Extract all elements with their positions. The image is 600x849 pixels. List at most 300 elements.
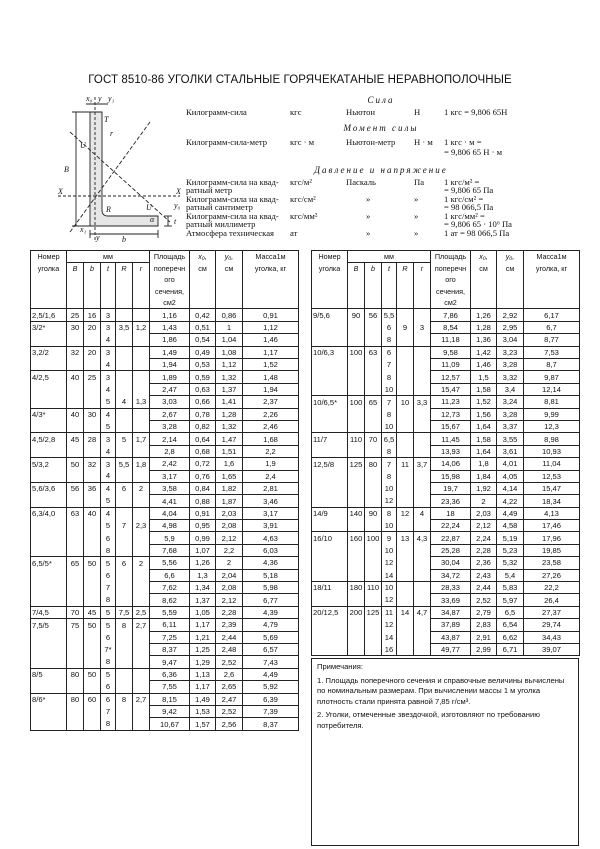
table-cell bbox=[414, 495, 431, 507]
table-cell bbox=[31, 569, 67, 581]
table-cell: 5,5 bbox=[382, 309, 397, 321]
table-cell: 3,3 bbox=[414, 396, 431, 408]
table-cell bbox=[365, 520, 382, 532]
table-cell: 5 bbox=[101, 557, 116, 569]
table-cell: 0,72 bbox=[190, 458, 216, 470]
table-cell: 3,61 bbox=[497, 445, 524, 457]
table-cell bbox=[84, 718, 101, 730]
table-row bbox=[31, 445, 299, 457]
table-cell: 7,43 bbox=[243, 656, 299, 668]
table-row bbox=[312, 359, 580, 371]
table-row bbox=[312, 619, 580, 631]
table-cell: 4,58 bbox=[497, 520, 524, 532]
table-row bbox=[312, 420, 580, 432]
table-cell: 1,3 bbox=[190, 569, 216, 581]
table-cell: 22,2 bbox=[524, 582, 580, 594]
table-cell: 5,69 bbox=[243, 631, 299, 643]
table-cell: 2,12 bbox=[216, 532, 243, 544]
table-cell: 5,32 bbox=[497, 557, 524, 569]
table-cell: 1,07 bbox=[190, 544, 216, 556]
table-cell: 2,92 bbox=[497, 309, 524, 321]
table-cell: 4,04 bbox=[150, 507, 190, 519]
table-cell: 5,4 bbox=[497, 569, 524, 581]
table-cell: 2,03 bbox=[471, 507, 497, 519]
table-cell: 3,03 bbox=[150, 396, 190, 408]
table-row bbox=[312, 408, 580, 420]
table-cell: 1,16 bbox=[150, 309, 190, 321]
table-cell: 4,41 bbox=[150, 495, 190, 507]
table-row bbox=[312, 433, 580, 445]
table-cell bbox=[397, 557, 414, 569]
page-title: ГОСТ 8510-86 УГОЛКИ СТАЛЬНЫЕ ГОРЯЧЕКАТАНЫЕ НЕРАВНОПОЛОЧНЫЕ bbox=[88, 74, 512, 86]
table-cell: 2,14 bbox=[150, 433, 190, 445]
table-cell: 8 bbox=[101, 594, 116, 606]
table-cell: 34,87 bbox=[431, 606, 471, 618]
table-cell: 22,87 bbox=[431, 532, 471, 544]
table-cell bbox=[116, 532, 133, 544]
table-cell bbox=[133, 495, 150, 507]
table-cell: 1,26 bbox=[190, 557, 216, 569]
table-cell bbox=[348, 520, 365, 532]
table-cell: 9,47 bbox=[150, 656, 190, 668]
table-cell bbox=[31, 656, 67, 668]
table-cell bbox=[31, 718, 67, 730]
table-cell bbox=[116, 644, 133, 656]
table-cell: 4 bbox=[101, 482, 116, 494]
table-cell bbox=[397, 383, 414, 395]
table-cell: 40 bbox=[67, 371, 84, 383]
table-cell: 8,7 bbox=[524, 359, 580, 371]
table-cell bbox=[365, 321, 382, 333]
table-cell: 14 bbox=[382, 631, 397, 643]
table-cell bbox=[414, 309, 431, 321]
table-cell bbox=[414, 334, 431, 346]
table-cell bbox=[133, 408, 150, 420]
table-cell bbox=[84, 383, 101, 395]
table-row bbox=[312, 520, 580, 532]
table-cell: 8 bbox=[101, 718, 116, 730]
table-cell bbox=[31, 631, 67, 643]
table-cell: 2,08 bbox=[216, 582, 243, 594]
table-cell: 4 bbox=[101, 445, 116, 457]
table-cell: 12 bbox=[382, 495, 397, 507]
table-cell: 45 bbox=[84, 606, 101, 618]
table-cell: 1,48 bbox=[243, 371, 299, 383]
table-cell bbox=[67, 383, 84, 395]
table-cell: 180 bbox=[348, 582, 365, 594]
table-cell: 2,2 bbox=[243, 445, 299, 457]
table-cell: 100 bbox=[365, 532, 382, 544]
table-cell bbox=[312, 470, 348, 482]
table-cell: 1,12 bbox=[216, 359, 243, 371]
table-row bbox=[31, 606, 299, 618]
table-row bbox=[312, 532, 580, 544]
table-row bbox=[312, 334, 580, 346]
table-cell bbox=[84, 495, 101, 507]
table-cell bbox=[397, 359, 414, 371]
table-cell bbox=[348, 631, 365, 643]
table-cell: 1,64 bbox=[471, 445, 497, 457]
table-cell: 3,37 bbox=[497, 420, 524, 432]
table-cell: 0,86 bbox=[216, 309, 243, 321]
table-cell: 6 bbox=[382, 321, 397, 333]
diagram-label-R: R bbox=[106, 205, 111, 214]
table-cell bbox=[397, 594, 414, 606]
table-cell: 1,42 bbox=[471, 346, 497, 358]
table-cell bbox=[116, 594, 133, 606]
table-cell: 3,4 bbox=[497, 383, 524, 395]
table-cell bbox=[397, 470, 414, 482]
table-cell: 1,47 bbox=[216, 433, 243, 445]
table-cell: 0,53 bbox=[190, 359, 216, 371]
table-cell: 5,5 bbox=[116, 458, 133, 470]
table-cell: 20 bbox=[84, 346, 101, 358]
table-cell: 3 bbox=[101, 346, 116, 358]
table-cell: 49,77 bbox=[431, 644, 471, 656]
table-cell bbox=[133, 582, 150, 594]
table-cell bbox=[116, 383, 133, 395]
table-cell: 12,3 bbox=[524, 420, 580, 432]
table-cell: 0,88 bbox=[190, 495, 216, 507]
table-cell bbox=[397, 482, 414, 494]
table-cell: 8,54 bbox=[431, 321, 471, 333]
table-cell: 23,36 bbox=[431, 495, 471, 507]
table-cell bbox=[348, 594, 365, 606]
table-cell bbox=[133, 544, 150, 556]
table-cell: 3,28 bbox=[497, 359, 524, 371]
table-cell: 1,37 bbox=[190, 594, 216, 606]
table-cell bbox=[133, 470, 150, 482]
table-row bbox=[31, 309, 299, 321]
table-cell: 5,83 bbox=[497, 582, 524, 594]
table-cell: 36 bbox=[84, 482, 101, 494]
diagram-label-u: U bbox=[80, 141, 86, 150]
table-cell bbox=[67, 470, 84, 482]
table-cell: 3 bbox=[101, 458, 116, 470]
table-cell bbox=[116, 507, 133, 519]
table-cell: 0,59 bbox=[190, 371, 216, 383]
table-cell: 6 bbox=[116, 482, 133, 494]
table-cell bbox=[116, 371, 133, 383]
table-row bbox=[31, 582, 299, 594]
table-row bbox=[312, 644, 580, 656]
table-cell bbox=[348, 371, 365, 383]
table-cell: 4 bbox=[116, 396, 133, 408]
table-row bbox=[31, 334, 299, 346]
table-cell bbox=[133, 569, 150, 581]
table-cell bbox=[84, 359, 101, 371]
table-cell: 10 bbox=[382, 582, 397, 594]
pressure-row-1: Килограмм-сила на квад- кгс/м² Паскаль Па 1 кгс/м² = bbox=[186, 177, 480, 187]
table-cell: 7 bbox=[382, 458, 397, 470]
diagram-label-b: b bbox=[122, 235, 126, 242]
table-cell: 8 bbox=[116, 693, 133, 705]
table-cell: 3,17 bbox=[150, 470, 190, 482]
table-cell: 5 bbox=[116, 433, 133, 445]
diagram-label-y-bottom: y bbox=[96, 233, 100, 242]
table-cell: 11 bbox=[382, 606, 397, 618]
table-cell: 8 bbox=[101, 544, 116, 556]
table-cell: 2,44 bbox=[471, 582, 497, 594]
table-cell: 8 bbox=[382, 470, 397, 482]
table-cell: 28 bbox=[84, 433, 101, 445]
table-cell bbox=[84, 445, 101, 457]
table-cell bbox=[84, 470, 101, 482]
table-cell: 11,04 bbox=[524, 458, 580, 470]
table-cell: 4 bbox=[101, 408, 116, 420]
table-cell: 5 bbox=[101, 520, 116, 532]
table-cell: 39,07 bbox=[524, 644, 580, 656]
table-cell: 3 bbox=[101, 371, 116, 383]
table-cell: 9 bbox=[382, 532, 397, 544]
table-row bbox=[31, 532, 299, 544]
table-cell bbox=[31, 544, 67, 556]
table-cell: 12 bbox=[382, 594, 397, 606]
table-cell: 1,94 bbox=[243, 383, 299, 395]
left-table-header: Номер мм Площадь x₀, y₀, Масса1м уголка B b t R r поперечн см см уголка, кг ого сечения, см2 bbox=[31, 251, 299, 309]
table-cell bbox=[365, 644, 382, 656]
table-cell: 12,57 bbox=[431, 371, 471, 383]
table-cell: 6,5 bbox=[382, 433, 397, 445]
table-cell bbox=[365, 359, 382, 371]
table-row bbox=[31, 544, 299, 556]
table-cell bbox=[414, 408, 431, 420]
table-cell: 7 bbox=[101, 705, 116, 717]
pressure-row-4: Атмосфера техническая ат » » 1 ат = 98 066,5 Па bbox=[186, 228, 510, 238]
table-cell: 4 bbox=[414, 507, 431, 519]
table-cell: 2,36 bbox=[471, 557, 497, 569]
table-cell: 27,26 bbox=[524, 569, 580, 581]
table-cell: 0,91 bbox=[243, 309, 299, 321]
table-cell: 8 bbox=[101, 656, 116, 668]
table-row bbox=[31, 495, 299, 507]
table-cell: 0,64 bbox=[190, 433, 216, 445]
table-cell: 3 bbox=[414, 321, 431, 333]
table-cell bbox=[116, 470, 133, 482]
table-cell: 5,98 bbox=[243, 582, 299, 594]
table-cell: 25 bbox=[84, 371, 101, 383]
table-cell bbox=[133, 681, 150, 693]
table-cell bbox=[348, 408, 365, 420]
table-cell: 3,24 bbox=[497, 396, 524, 408]
table-cell bbox=[397, 433, 414, 445]
table-cell bbox=[133, 668, 150, 680]
table-cell: 6 bbox=[382, 346, 397, 358]
table-row bbox=[31, 383, 299, 395]
force-row: Килограмм-сила кгс Ньютон Н 1 кгс = 9,806 65Н bbox=[186, 107, 508, 117]
table-cell: 10 bbox=[397, 396, 414, 408]
table-cell bbox=[67, 445, 84, 457]
diagram-label-r: r bbox=[110, 129, 114, 138]
table-cell: 4,14 bbox=[497, 482, 524, 494]
table-cell bbox=[31, 445, 67, 457]
table-cell: 1,94 bbox=[150, 359, 190, 371]
table-cell: 0,68 bbox=[190, 445, 216, 457]
table-cell: 8/5 bbox=[31, 668, 67, 680]
table-cell bbox=[365, 371, 382, 383]
table-cell bbox=[365, 495, 382, 507]
table-cell: 2,28 bbox=[471, 544, 497, 556]
table-cell: 1,04 bbox=[216, 334, 243, 346]
table-cell: 4,39 bbox=[243, 606, 299, 618]
table-cell bbox=[133, 334, 150, 346]
table-cell: 3 bbox=[101, 309, 116, 321]
table-cell: 80 bbox=[67, 668, 84, 680]
table-cell bbox=[348, 420, 365, 432]
table-cell bbox=[312, 520, 348, 532]
table-cell bbox=[414, 346, 431, 358]
table-row bbox=[312, 396, 580, 408]
table-cell bbox=[116, 582, 133, 594]
table-cell: 2,8 bbox=[150, 445, 190, 457]
pressure-row-2: Килограмм-сила на квад- кгс/см² » » 1 кгс/см² = bbox=[186, 194, 484, 204]
table-row bbox=[31, 656, 299, 668]
table-cell bbox=[116, 705, 133, 717]
table-cell: 5,6/3,6 bbox=[31, 482, 67, 494]
table-cell: 12,53 bbox=[524, 470, 580, 482]
table-cell: 1,17 bbox=[243, 346, 299, 358]
table-cell: 1,7 bbox=[133, 433, 150, 445]
table-cell bbox=[84, 681, 101, 693]
table-cell: 1,17 bbox=[190, 681, 216, 693]
table-cell: 6,57 bbox=[243, 644, 299, 656]
table-cell bbox=[414, 359, 431, 371]
table-cell: 65 bbox=[67, 557, 84, 569]
table-cell bbox=[67, 569, 84, 581]
table-cell: 0,51 bbox=[190, 321, 216, 333]
table-cell: 25 bbox=[67, 309, 84, 321]
table-row bbox=[31, 507, 299, 519]
table-cell bbox=[312, 334, 348, 346]
table-cell: 1,5 bbox=[471, 371, 497, 383]
table-cell: 6,7 bbox=[524, 321, 580, 333]
table-cell: 3,55 bbox=[497, 433, 524, 445]
table-cell bbox=[31, 594, 67, 606]
table-cell bbox=[84, 569, 101, 581]
table-cell bbox=[365, 569, 382, 581]
table-cell: 1,53 bbox=[190, 705, 216, 717]
table-cell: 3,23 bbox=[497, 346, 524, 358]
diagram-label-x-right: X bbox=[176, 187, 181, 196]
table-cell: 14 bbox=[397, 606, 414, 618]
table-cell: 6,03 bbox=[243, 544, 299, 556]
table-cell: 7,62 bbox=[150, 582, 190, 594]
table-cell bbox=[84, 520, 101, 532]
table-cell: 1,21 bbox=[190, 631, 216, 643]
table-cell: 6,6 bbox=[150, 569, 190, 581]
table-cell: 6 bbox=[101, 569, 116, 581]
table-cell bbox=[84, 396, 101, 408]
table-cell bbox=[414, 557, 431, 569]
table-cell bbox=[116, 445, 133, 457]
table-cell bbox=[31, 383, 67, 395]
table-row bbox=[31, 705, 299, 717]
table-cell: 0,54 bbox=[190, 334, 216, 346]
pressure-section-title: Давление и напряжение bbox=[314, 165, 448, 175]
table-cell bbox=[397, 582, 414, 594]
table-cell bbox=[397, 445, 414, 457]
table-cell: 6,77 bbox=[243, 594, 299, 606]
table-row bbox=[31, 470, 299, 482]
table-cell: 8 bbox=[382, 371, 397, 383]
table-cell: 2,24 bbox=[471, 532, 497, 544]
table-cell: 4,36 bbox=[243, 557, 299, 569]
table-cell: 13 bbox=[397, 532, 414, 544]
notes-title: Примечания: bbox=[317, 662, 363, 671]
table-cell: 3,5 bbox=[116, 321, 133, 333]
table-cell bbox=[116, 656, 133, 668]
table-cell bbox=[84, 544, 101, 556]
table-cell: 1,52 bbox=[243, 359, 299, 371]
table-cell: 9,87 bbox=[524, 371, 580, 383]
table-cell: 0,63 bbox=[190, 383, 216, 395]
table-cell bbox=[348, 644, 365, 656]
moment-rel-2: = 9,806 65 Н · м bbox=[444, 147, 503, 157]
table-row bbox=[312, 544, 580, 556]
table-row bbox=[31, 681, 299, 693]
table-cell bbox=[348, 619, 365, 631]
table-cell: 2,04 bbox=[216, 569, 243, 581]
table-cell: 1,3 bbox=[133, 396, 150, 408]
table-cell: 2,52 bbox=[471, 594, 497, 606]
table-cell: 6,17 bbox=[524, 309, 580, 321]
table-cell: 2,65 bbox=[216, 681, 243, 693]
table-cell: 10 bbox=[382, 420, 397, 432]
table-cell: 32 bbox=[84, 458, 101, 470]
table-cell bbox=[133, 718, 150, 730]
table-cell: 0,95 bbox=[190, 520, 216, 532]
table-cell: 7* bbox=[101, 644, 116, 656]
table-cell: 12 bbox=[397, 507, 414, 519]
table-cell: 1,84 bbox=[471, 470, 497, 482]
table-cell: 1,51 bbox=[216, 445, 243, 457]
table-cell bbox=[133, 445, 150, 457]
table-cell: 12 bbox=[382, 557, 397, 569]
table-row bbox=[312, 631, 580, 643]
table-cell bbox=[67, 359, 84, 371]
table-row bbox=[31, 644, 299, 656]
table-cell: 3/2* bbox=[31, 321, 67, 333]
table-cell bbox=[116, 631, 133, 643]
table-cell: 7,5 bbox=[116, 606, 133, 618]
table-cell: 8 bbox=[116, 619, 133, 631]
table-cell bbox=[414, 544, 431, 556]
table-cell bbox=[397, 644, 414, 656]
table-cell: 7 bbox=[382, 396, 397, 408]
table-cell bbox=[31, 582, 67, 594]
table-row bbox=[31, 631, 299, 643]
table-cell: 63 bbox=[365, 346, 382, 358]
table-cell bbox=[312, 594, 348, 606]
table-cell: 23,58 bbox=[524, 557, 580, 569]
table-cell bbox=[365, 482, 382, 494]
table-cell: 1,56 bbox=[471, 408, 497, 420]
table-cell: 17,46 bbox=[524, 520, 580, 532]
table-cell: 90 bbox=[348, 309, 365, 321]
table-cell: 1,2 bbox=[133, 321, 150, 333]
table-cell: 2,46 bbox=[243, 420, 299, 432]
diagram-label-y: y bbox=[98, 94, 102, 103]
table-cell bbox=[133, 346, 150, 358]
table-cell: 10,67 bbox=[150, 718, 190, 730]
table-cell: 34,43 bbox=[524, 631, 580, 643]
table-cell: 65 bbox=[365, 396, 382, 408]
table-cell bbox=[365, 408, 382, 420]
table-cell bbox=[348, 569, 365, 581]
table-cell bbox=[31, 520, 67, 532]
table-cell: 2,67 bbox=[150, 408, 190, 420]
table-cell: 26,4 bbox=[524, 594, 580, 606]
